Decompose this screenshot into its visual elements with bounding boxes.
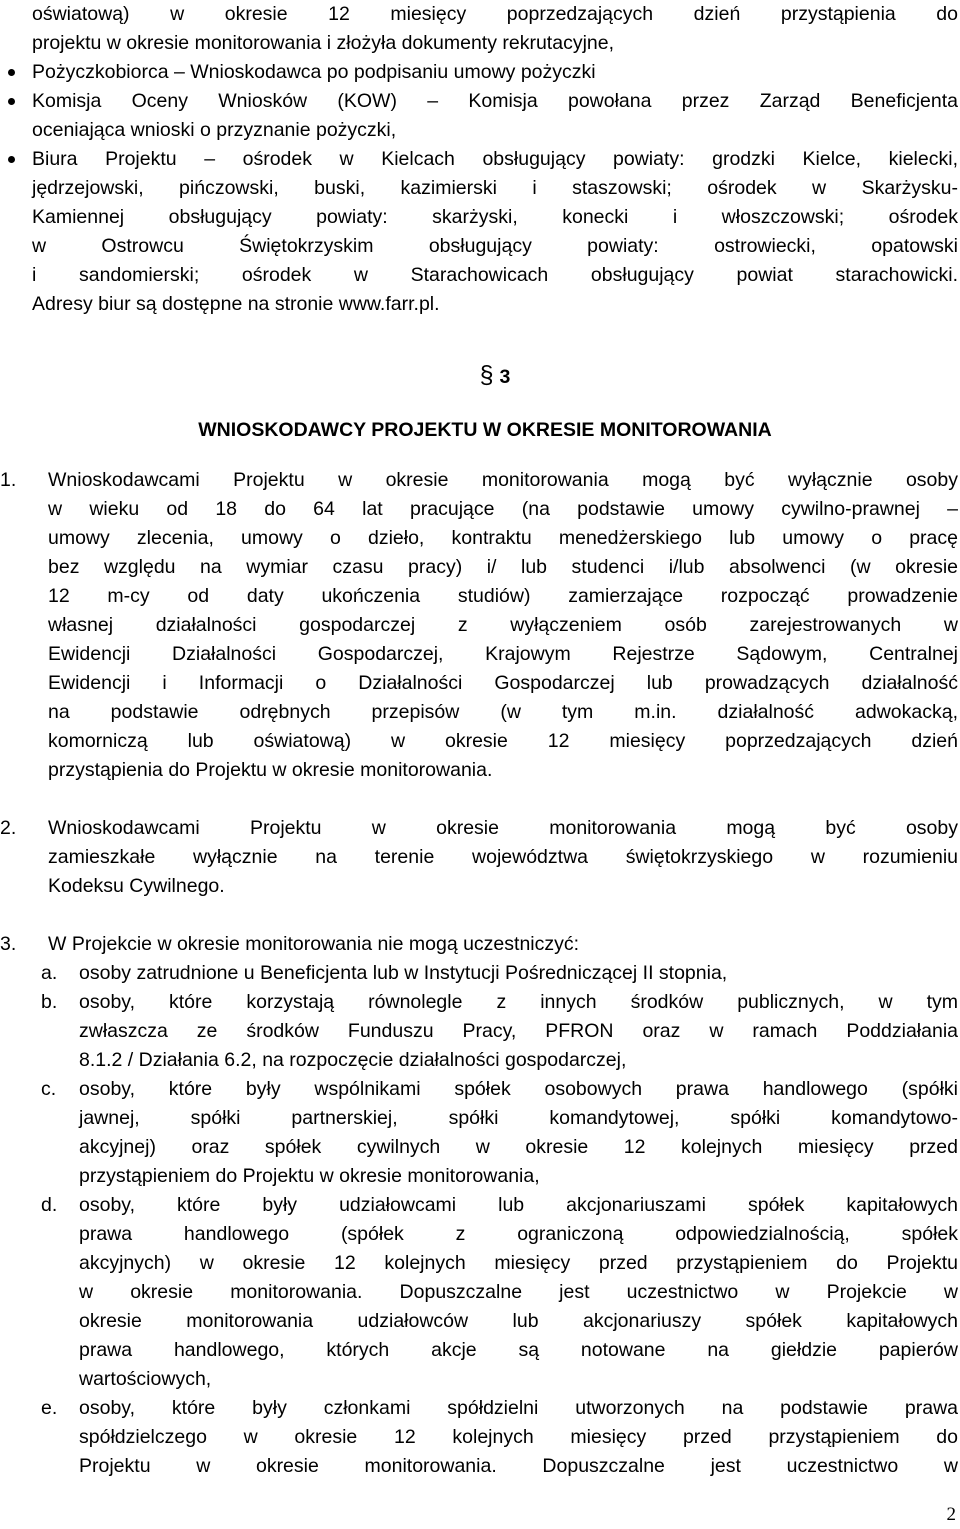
text-line: W Projekcie w okresie monitorowania nie mogą uczestniczyć:	[48, 933, 580, 955]
text-line: Ewidencji i Informacji o Działalności Gospodarczej lub prowadzących działalność	[48, 672, 958, 694]
text-line: Wnioskodawcami Projektu w okresie monitorowania mogą być osoby	[48, 817, 958, 839]
text-line: osoby, które korzystają równolegle z innych środków publicznych, w tym	[79, 991, 958, 1013]
intro-paragraph	[32, 0, 958, 58]
bullet-icon	[8, 98, 15, 105]
exclusions-list	[32, 959, 958, 1481]
list-item	[32, 1075, 958, 1191]
page-number: 2	[946, 1504, 956, 1525]
text-line: zamieszkałe wyłącznie na terenie województwa świętokrzyskiego w rozumieniu	[48, 846, 958, 868]
text-line: projektu w okresie monitorowania i złożyła dokumenty rekrutacyjne,	[32, 32, 615, 54]
section-number: 3	[499, 366, 511, 388]
text-line: komorniczą lub oświatową) w okresie 12 miesięcy poprzedzających dzień	[48, 730, 958, 752]
text-line: Pożyczkobiorca – Wnioskodawca po podpisaniu umowy pożyczki	[32, 61, 596, 83]
text-line: przystąpienia do Projektu w okresie monitorowania.	[48, 759, 493, 781]
item-letter: a.	[41, 962, 58, 984]
numbered-item	[0, 466, 958, 785]
text-line: własnej działalności gospodarczej z wyłączeniem osób zarejestrowanych w	[48, 614, 958, 636]
text-line: w wieku od 18 do 64 lat pracujące (na podstawie umowy cywilno-prawnej –	[48, 498, 958, 520]
list-item	[32, 1191, 958, 1394]
text-line: przystąpieniem do Projektu w okresie monitorowania,	[79, 1165, 540, 1187]
text-line: i sandomierski; ośrodek w Starachowicach obsługujący powiat starachowicki.	[32, 264, 958, 286]
section-symbol: §	[479, 361, 494, 389]
item-letter: c.	[41, 1078, 57, 1100]
text-line: Ewidencji Działalności Gospodarczej, Krajowym Rejestrze Sądowym, Centralnej	[48, 643, 958, 665]
text-line: spółdzielczego w okresie 12 kolejnych miesięcy przed przystąpieniem do	[79, 1426, 958, 1448]
item-letter: d.	[41, 1194, 58, 1216]
numbered-item	[0, 814, 958, 901]
text-line: Kamiennej obsługujący powiaty: skarżyski, konecki i włoszczowski; ośrodek	[32, 206, 958, 228]
text-line: prawa handlowego (spółek z ograniczoną odpowiedzialnością, spółek	[79, 1223, 958, 1245]
text-line: osoby, które były wspólnikami spółek osobowych prawa handlowego (spółki	[79, 1078, 958, 1100]
item-letter: e.	[41, 1397, 58, 1419]
list-item	[32, 145, 958, 319]
text-line: oświatową) w okresie 12 miesięcy poprzedzających dzień przystąpienia do	[32, 3, 958, 25]
text-line: Biura Projektu – ośrodek w Kielcach obsługujący powiaty: grodzki Kielce, kielecki,	[32, 148, 958, 170]
text-line: oceniająca wnioski o przyznanie pożyczki,	[32, 119, 397, 141]
text-line: osoby, które były członkami spółdzielni utworzonych na podstawie prawa	[79, 1397, 958, 1419]
text-line: na podstawie odrębnych przepisów (w tym m.in. działalność adwokacką,	[48, 701, 958, 723]
definitions-list	[32, 58, 958, 319]
item-number: 3.	[0, 933, 17, 955]
bullet-icon	[8, 156, 15, 163]
list-item	[32, 988, 958, 1075]
section-heading	[32, 361, 958, 392]
item-number: 2.	[0, 817, 17, 839]
text-line: umowy zlecenia, umowy o dzieło, kontraktu menedżerskiego lub umowy o pracę	[48, 527, 958, 549]
text-line: w okresie monitorowania. Dopuszczalne jest uczestnictwo w Projekcie w	[79, 1281, 958, 1303]
list-item	[32, 58, 958, 87]
text-line: jędrzejowski, pińczowski, buski, kazimierski i staszowski; ośrodek w Skarżysku-	[32, 177, 958, 199]
item-letter: b.	[41, 991, 58, 1013]
text-line: Adresy biur są dostępne na stronie www.farr.pl.	[32, 293, 440, 315]
text-line: osoby, które były udziałowcami lub akcjonariuszami spółek kapitałowych	[79, 1194, 958, 1216]
text-line: akcyjnych) w okresie 12 kolejnych miesięcy przed przystąpieniem do Projektu	[79, 1252, 958, 1274]
text-line: w Ostrowcu Świętokrzyskim obsługujący powiaty: ostrowiecki, opatowski	[32, 235, 958, 257]
list-item	[32, 959, 958, 988]
text-line: jawnej, spółki partnerskiej, spółki komandytowej, spółki komandytowo-	[79, 1107, 958, 1129]
text-line: Komisja Oceny Wniosków (KOW) – Komisja powołana przez Zarząd Beneficjenta	[32, 90, 958, 112]
list-item	[32, 1394, 958, 1481]
text-line: Projektu w okresie monitorowania. Dopuszczalne jest uczestnictwo w	[79, 1455, 958, 1477]
text-line: akcyjnej) oraz spółek cywilnych w okresie 12 kolejnych miesięcy przed	[79, 1136, 958, 1158]
item-number: 1.	[0, 469, 17, 491]
bullet-icon	[8, 69, 15, 76]
text-line: 12 m-cy od daty ukończenia studiów) zamierzające rozpocząć prowadzenie	[48, 585, 958, 607]
text-line: wartościowych,	[79, 1368, 212, 1390]
text-line: zwłaszcza ze środków Funduszu Pracy, PFRON oraz w ramach Poddziałania	[79, 1020, 958, 1042]
section-title: WNIOSKODAWCY PROJEKTU W OKRESIE MONITOROWANIA	[198, 419, 772, 441]
text-line: osoby zatrudnione u Beneficjenta lub w Instytucji Pośredniczącej II stopnia,	[79, 962, 728, 984]
text-line: bez względu na wymiar czasu pracy) i/ lub studenci i/lub absolwenci (w okresie	[48, 556, 958, 578]
text-line: Kodeksu Cywilnego.	[48, 875, 225, 897]
text-line: Wnioskodawcami Projektu w okresie monitorowania mogą być wyłącznie osoby	[48, 469, 958, 491]
numbered-item	[0, 930, 958, 959]
text-line: prawa handlowego, których akcje są notowane na giełdzie papierów	[79, 1339, 958, 1361]
list-item	[32, 87, 958, 145]
text-line: okresie monitorowania udziałowców lub akcjonariuszy spółek kapitałowych	[79, 1310, 958, 1332]
text-line: 8.1.2 / Działania 6.2, na rozpoczęcie działalności gospodarczej,	[79, 1049, 627, 1071]
